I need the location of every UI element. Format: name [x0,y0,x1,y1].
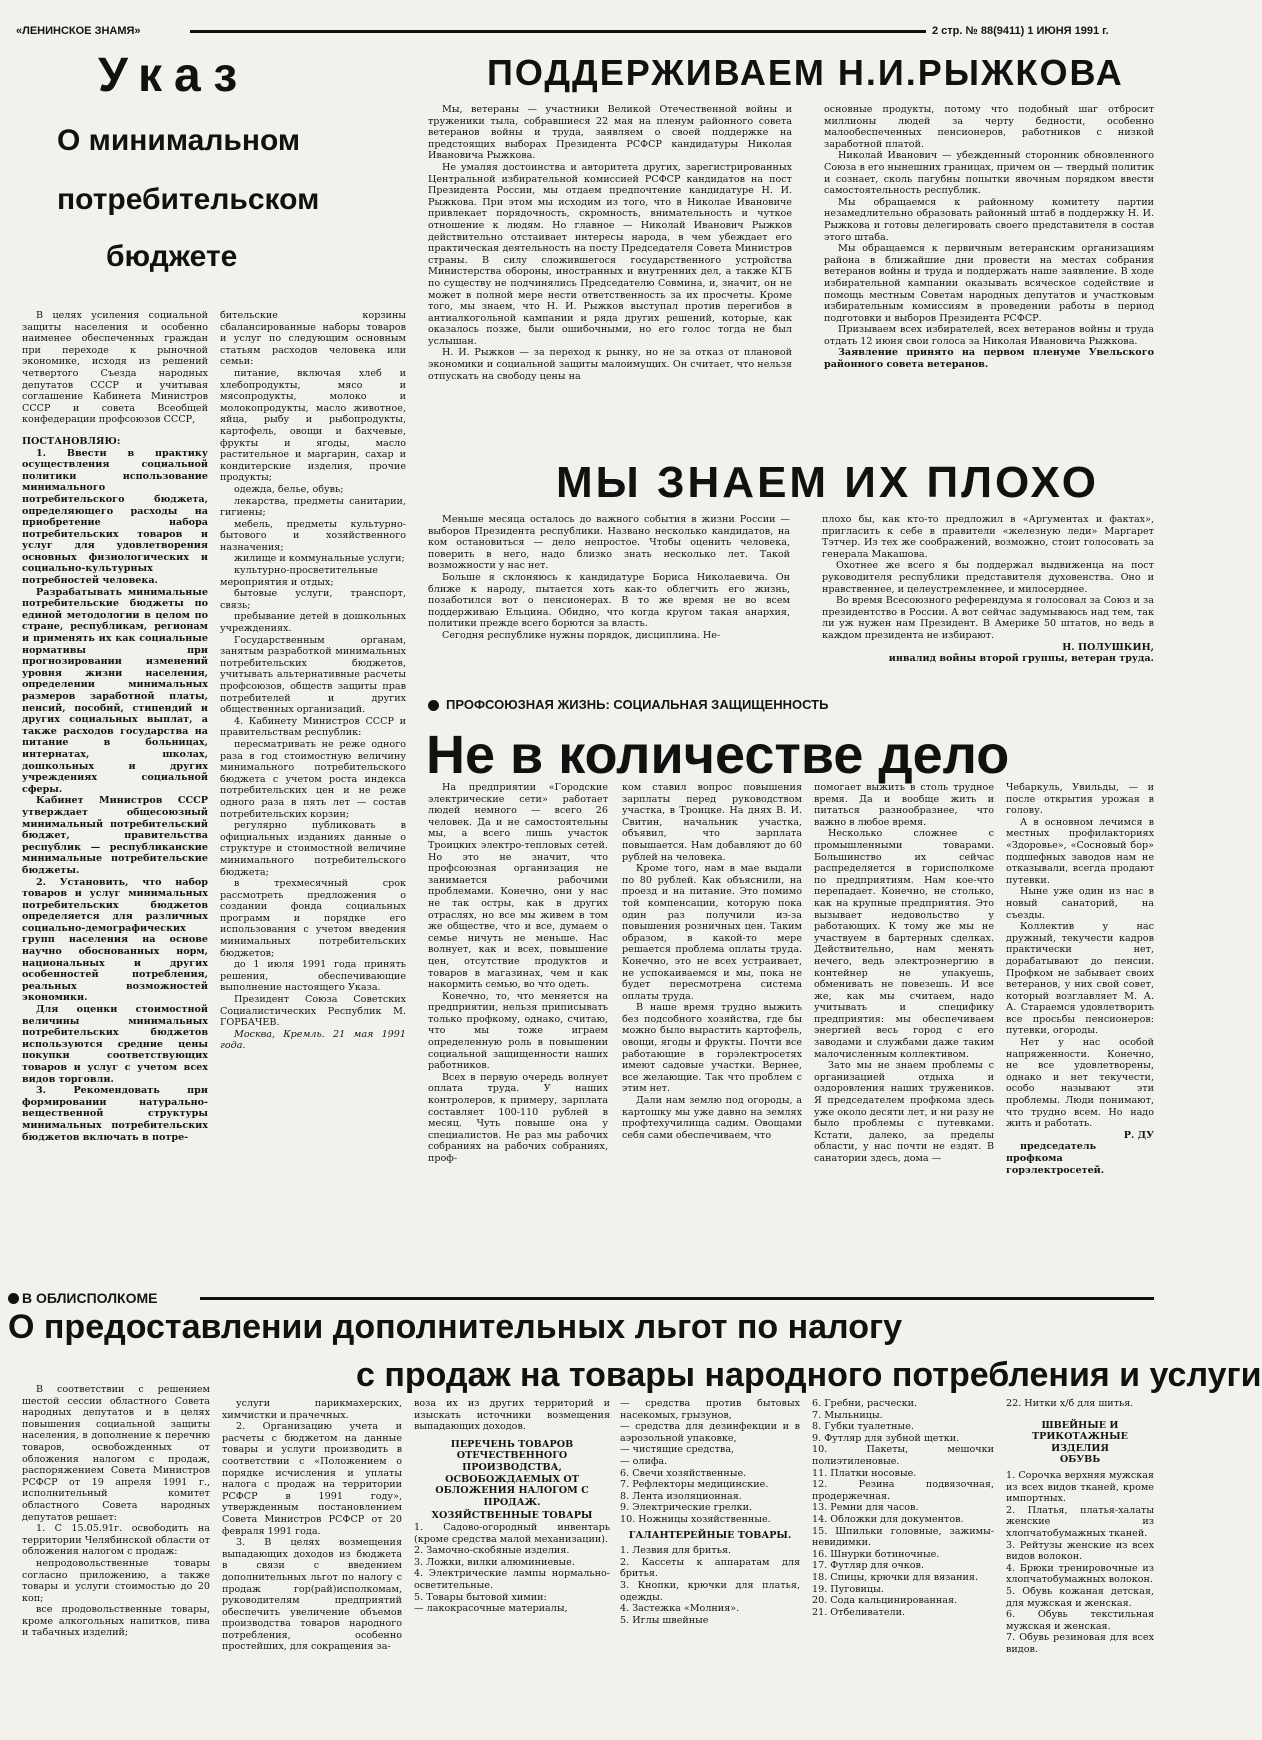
paragraph: жилище и коммунальные услуги; [234,553,405,565]
list-item: — олифа. [620,1455,668,1467]
list-item: — чистящие средства, [620,1444,735,1456]
list-item: 7. Обувь резиновая для всех видов. [1006,1632,1154,1655]
paragraph: Меньше месяца осталось до важного события в жизни России — выборов Президента республики. Названо несколько кандидатов, на ком остановиться — дело непростое. Чтобы оценить человека, поверить в него, надо близко знать несколько лет. Такой возможности у нас нет. [428,514,790,572]
paragraph: Мы обращаемся к первичным ветеранским организациям района в ближайшие дни провести на местах собрания ветеранов войны и труда и поддержать наше заявление. В ходе избирательной кампании оказывать всяческое содействие и помощь местным Советам народных депутатов и участковым избирательным комиссиям в проведении работы в период подготовки и выборов Президента РСФСР. [824,243,1154,324]
paragraph: плохо бы, как кто-то предложил в «Аргументах и фактах», пригласить к себе в правители «железную леди» Маргарет Тэтчер. Из тех же соображений, возможно, стоит голосовать за генерала Макашова. [822,514,1154,560]
paragraph: все продовольственные товары, кроме алкогольных напитков, пива и табачных изделий; [22,1604,210,1639]
paragraph: непродовольственные товары согласно приложению, а также товары и услуги стоимостью до 20 коп; [22,1557,210,1604]
profsoyuz-column-1 [428,782,608,1272]
list-item: 11. Платки носовые. [812,1467,917,1479]
paragraph: Нет у нас особой напряженности. Конечно, не все удовлетворены, однако и нет текучести, особо называют эти проблемы. Люди понимают, что трудно всем. Но надо жить и работать. [1006,1037,1154,1130]
paragraph: Несколько сложнее с промышленными товарами. Большинство их сейчас распределяется в горисполкоме по предприятиям. Нам кое-что перепадает. Конечно, не столько, как на крупные предприятия. Это вызывает недовольство у работающих. К тому же мы не участвуем в бартерных сделках. Действительно, нам менять нечего, ведь электроэнергию в контейнер не упакуешь, обменивать не повезешь. И все же, как мы считаем, надо учитывать и специфику предприятия: мы обеспечиваем энергией весь город с его заводами и службами даже таким малочисленным коллективом. [814,828,994,1060]
paragraph: пребывание детей в дошкольных учреждениях. [220,611,406,635]
oblispolkom-column-5 [812,1398,994,1734]
author-title: председатель профкома горэлектросетей. [1006,1141,1105,1176]
oblispolkom-rubric: В ОБЛИСПОЛКОМЕ [22,1290,158,1306]
oblispolkom-column-3 [414,1398,610,1734]
list-item: 5. Обувь кожаная детская, для мужская и женская. [1006,1585,1154,1609]
paragraph: услуги парикмахерских, химчистки и прачечных. [222,1398,402,1421]
paragraph: до 1 июля 1991 года принять решения, обеспечивающие выполнение настоящего Указа. [220,959,406,994]
paragraph: лекарства, предметы санитарии, гигиены; [220,495,406,519]
ukaz-title-line3: бюджете [106,240,238,273]
paragraph: Разрабатывать минимальные потребительские бюджеты по единой методологии в целом по стране, республикам, регионам и применять их как социальные нормативы при прогнозировании изменений уровня жизни населения, определении минимальных размеров заработной платы, пенсий, пособий, стипендий и других социальных выплат, а также расходов государства на питание в больницах, интернатах, школах, дошкольных и других учреждениях социальной сферы. [22,586,208,795]
paragraph: 2. Организацию учета и расчеты с бюджетом на данные товары и услуги производить в соответствии с «Положением о порядке исчисления и уплаты налога с продаж на территории РСФСР в 1991 году», утвержденным постановлением Совета Министров РСФСР от 20 февраля 1991 года. [222,1421,402,1537]
profsoyuz-column-2 [622,782,802,1272]
znaem-column-1 [428,514,790,696]
list-item: 9. Электрические грелки. [620,1502,753,1514]
paragraph: помогает выжить в столь трудное время. Да и вообще жить и питаться разнообразнее, что важно в любое время. [814,782,994,828]
list-item: 4. Брюки тренировочные из хлопчатобумажных волокон. [1006,1562,1154,1586]
ryzhkov-column-1 [428,104,792,458]
paragraph: Ныне уже один из нас в новый санаторий, на съезды. [1006,886,1154,921]
znaem-column-2 [822,514,1154,696]
list-item: — лакокрасочные материалы, [414,1603,568,1615]
ryzhkov-column-2 [824,104,1154,444]
list-item: 22. Нитки х/б для шитья. [1006,1398,1134,1409]
oblispolkom-column-6 [1006,1398,1154,1734]
paragraph: В наше время трудно выжить без подсобного хозяйства, где бы можно было вырастить картофель, овощи, ягоды и фрукты. Почти все работающие в горэлектросетях имеют садовые участки. Вернее, все желающие. Так что проблем с этим нет. [622,1002,802,1095]
paragraph: Чебаркуль, Увильды, — и после открытия урожая в голову. [1006,782,1154,817]
paragraph: Николай Иванович — убежденный сторонник обновленного Союза в его нынешних границах, причем он — твердый политик и сознает, сколь пагубны попытки явочным порядком ввести самостоятельность республик. [824,150,1154,197]
list-item: 6. Свечи хозяйственные. [620,1467,747,1479]
masthead-issue-info: 2 стр. № 88(9411) 1 ИЮНЯ 1991 г. [932,25,1109,37]
paragraph: Зато мы не знаем проблемы с организацией отдыха и оздоровления наших тружеников. Я председателем профкома здесь уже около десяти лет, и ни разу не было проблемы с путевками. Кстати, далеко, за пределы области, у нас почти не ездят. В санатории здесь, дома — [814,1060,994,1164]
paragraph: Призываем всех избирателей, всех ветеранов войны и труда отдать 12 июня свои голоса за Николая Ивановича Рыжкова. [824,324,1154,347]
list-item: 10. Ножницы хозяйственные. [620,1513,771,1525]
paragraph: Больше я склоняюсь к кандидатуре Бориса Николаевича. Он ближе к народу, пытается хоть как-то облегчить его жизнь, позаботился вот о пенсионерах. В то же время не во всем поддерживаю Ельцина. Обидно, что когда кругом такая анархия, политики прежде всего борются за власть. [428,571,790,630]
list-item: 2. Платья, платья-халаты женские из хлопчатобумажных тканей. [1006,1504,1154,1539]
paragraph: Конечно, то, что меняется на предприятии, нельзя приписывать только профкому, однако, считаю, что мы тоже играем определенную роль в повышении социальной защищенности наших работников. [428,990,608,1072]
paragraph: Государственным органам, занятым разработкой минимальных потребительских бюджетов, учитывать альтернативные расчеты профсоюзов, обществ защиты прав потребителей и других общественных организаций. [220,634,406,716]
paragraph: На предприятии «Городские электрические сети» работает людей немного — всего 26 человек. Да и не самостоятельны мы, а всего лишь участок Троицких электро-тепловых сетей. Но это не значит, что профсоюзная организация не занимается рабочими проблемами. Конечно, они у нас не так остры, как в других отраслях, но все мы живем в том же обществе, что и все, думаем о семье ничуть не меньше. Нас волнует, как и всех, повышение цен, отсутствие продуктов и товаров в магазинах, чем и как накормить семью, во что одеть. [428,782,608,991]
ukaz-column-1 [22,310,208,1278]
paragraph: Всех в первую очередь волнует оплата труда. У наших контролеров, к примеру, зарплата составляет 100-110 рублей в месяц. Чуть повыше она у специалистов. Не раз мы рабочих собраниях на рабочих собраниях, проф- [428,1071,608,1164]
list-subheading: ОБУВЬ [1059,1454,1101,1466]
paragraph: А в основном лечимся в местных профилакториях «Здоровье», «Сосновый бор» подшефных заводов нам не отказывали, всегда продают путевки. [1006,816,1154,886]
paragraph: Коллектив у нас дружный, текучести кадров практически нет, дорабатывают до пенсии. Профком не забывает своих ветеранов, у них свой совет, который возглавляет М. А. А. Стараемся удовлетворить все просьбы пенсионеров: путевки, огороды. [1006,921,1154,1037]
list-item: 18. Спицы, крючки для вязания. [812,1571,979,1583]
list-item: 5. Товары бытовой химии: [414,1591,547,1603]
paragraph: В соответствии с решением шестой сессии областного Совета народных депутатов и в целях повышения социальной защиты населения, в дополнение к перечню товаров, освобожденных от обложения налогом с продаж, распоряжением Совета Министров РСФСР от 19 апреля 1991 г., исполнительный комитет областного Совета народных депутатов решает: [22,1384,210,1523]
paragraph: 2. Установить, что набор товаров и услуг минимальных потребительских бюджетов определяется для различных социально-демографических групп населения на основе научно обоснованных норм, национальных и других особенностей потребления, реальных возможностей экономики. [22,876,208,1004]
rubric-bullet-icon [428,700,439,711]
list-item: 1. Сорочка верхняя мужская из всех видов тканей, кроме импортных. [1006,1469,1154,1505]
list-subheading: ШВЕЙНЫЕ И ТРИКОТАЖНЫЕ ИЗДЕЛИЯ [1032,1419,1128,1454]
list-item: 4. Электрические лампы нормально-осветительные. [414,1568,610,1591]
oblispolkom-column-2 [222,1398,402,1734]
profsoyuz-column-4 [1006,782,1154,1272]
list-item: 8. Губки туалетные. [812,1421,914,1433]
paragraph: Дали нам землю под огороды, а картошку мы уже давно на землях профтехучилища садим. Овощами себя сами обеспечиваем, что [622,1095,802,1141]
paragraph: культурно-просветительные мероприятия и отдых; [220,565,378,588]
list-item: 7. Рефлекторы медицинские. [620,1479,769,1491]
list-item: 2. Замочно-скобяные изделия. [414,1545,570,1557]
list-item: 2. Кассеты к аппаратам для бритья. [620,1556,800,1580]
list-item: 6. Гребни, расчески. [812,1398,918,1409]
list-item: 19. Пуговицы. [812,1583,884,1595]
paragraph: ком ставил вопрос повышения зарплаты перед руководством участка, в Троицке. На днях В. И. Свитин, начальник участка, объявил, что зарплата повышается. Нам добавляют до 60 рублей на человека. [622,782,802,863]
ukaz-column-2 [220,310,406,1278]
oblispolkom-column-4 [620,1398,800,1734]
paragraph: Кабинет Министров СССР утверждает общесоюзный минимальный потребительский бюджет, правительства республик — республиканские минимальные потребительские бюджеты. [22,795,208,876]
list-item: 15. Шпильки головные, зажимы-невидимки. [812,1525,994,1549]
rubric-bullet-icon [8,1293,19,1304]
author-title: инвалид войны второй группы, ветеран труда. [888,653,1154,665]
paragraph: 4. Кабинету Министров СССР и правительствам республик: [220,715,406,739]
list-item: 6. Обувь текстильная мужская и женская. [1006,1609,1154,1632]
list-item: 16. Шнурки ботиночные. [812,1548,940,1560]
list-item: — средства для дезинфекции и в аэрозольной упаковке, [620,1421,800,1444]
list-item: 3. Кнопки, крючки для платья, одежды. [620,1579,800,1603]
paragraph: в трехмесячный срок рассмотреть предложения о создании фонда социальных программ и порядке его использования с учетом введения минимальных потребительских бюджетов; [220,878,406,959]
list-item: 21. Отбеливатели. [812,1606,906,1618]
author-name: Н. ПОЛУШКИН, [1062,641,1154,653]
paragraph: бительские корзины сбалансированные наборы товаров и услуг по следующим основным статьям расходов человека или семьи: [220,310,406,368]
paragraph: Мы, ветераны — участники Великой Отечественной войны и труженики тыла, собравшиеся 22 мая на пленум районного совета ветеранов войны и труда, заявляем о своей поддержке на предстоящих выборах Президента РСФСР кандидатуры Николая Ивановича Рыжкова. [428,104,792,162]
author-name: Р. ДУ [1123,1129,1154,1141]
paragraph: мебель, предметы культурно-бытового и хозяйственного назначения; [220,518,406,553]
paragraph: 3. В целях возмещения выпадающих доходов из бюджета в связи с введением дополнительных льгот по налогу с продаж гор(рай)исполкомам, руководителям предприятий обеспечить увеличение объемов производства товаров народного потребления, особенно простейших, для сокращения за- [222,1537,402,1653]
paragraph: ПОСТАНОВЛЯЮ: [22,435,121,447]
ryzhkov-headline: ПОДДЕРЖИВАЕМ Н.И.РЫЖКОВА [487,52,1124,93]
list-item: 3. Ложки, вилки алюминиевые. [414,1556,575,1568]
paragraph: основные продукты, потому что подобный шаг отбросит миллионы людей за черту бедности, особенно малообеспеченных пенсионеров, работников с низкой заработной платой. [824,104,1154,150]
profsoyuz-headline: Не в количестве дело [426,725,1010,785]
masthead-newspaper-name: «ЛЕНИНСКОЕ ЗНАМЯ» [16,25,141,37]
list-item: 8. Лента изоляционная. [620,1490,742,1502]
ukaz-title-line2: потребительском [57,183,320,216]
list-subheading: ГАЛАНТЕРЕЙНЫЕ ТОВАРЫ. [628,1529,792,1541]
profsoyuz-column-3 [814,782,994,1272]
oblispolkom-headline-line2: с продаж на товары народного потребления и услуги [356,1356,1262,1394]
list-item: — средства против бытовых насекомых, грызунов, [620,1398,800,1421]
list-item: 20. Сода кальцинированная. [812,1595,958,1607]
paragraph: Во время Всесоюзного референдума я голосовал за Союз и за президентство в России. А вот сейчас задумываюсь над тем, так ли уж нужен нам Президент. В Америке 50 штатов, но ведь в каждом президента не избирают. [822,595,1154,641]
list-item: 3. Рейтузы женские из всех видов волокон. [1006,1539,1154,1563]
paragraph: Охотнее же всего я бы поддержал выдвиженца на пост руководителя республики представителя духовенства. Оно и нравственнее, и целеустремленнее, и милосерднее. [822,560,1154,595]
paragraph: питание, включая хлеб и хлебопродукты, мясо и мясопродукты, молоко и молокопродукты, масло животное, яйца, рыбу и рыбопродукты, картофель, овощи и бахчевые, фрукты и ягоды, масло растительное и маргарин, сахар и кондитерские изделия, прочие продукты; [220,367,406,484]
oblispolkom-column-1 [22,1384,210,1734]
paragraph: бытовые услуги, транспорт, связь; [220,588,406,611]
list-item: 17. Футляр для очков. [812,1560,925,1572]
list-item: 1. Садово-огородный инвентарь (кроме средства малой механизации). [414,1521,610,1545]
list-item: 9. Футляр для зубной щетки. [812,1432,960,1444]
paragraph: 1. С 15.05.91г. освободить на территории Челябинской области от обложения налогом с продаж: [22,1523,210,1558]
oblispolkom-rule [200,1297,1154,1300]
oblispolkom-headline-line1: О предоставлении дополнительных льгот по налогу [8,1308,903,1346]
ukaz-title-line1: О минимальном [57,124,301,157]
masthead-rule [190,30,926,33]
list-heading: ПЕРЕЧЕНЬ ТОВАРОВ ОТЕЧЕСТВЕННОГО ПРОИЗВОДСТВА, ОСВОБОЖДАЕМЫХ ОТ ОБЛОЖЕНИЯ НАЛОГОМ С ПРОДАЖ. [435,1438,589,1508]
list-subheading: ХОЗЯЙСТВЕННЫЕ ТОВАРЫ [431,1510,593,1522]
list-item: 4. Застежка «Молния». [620,1603,740,1615]
paragraph: В целях усиления социальной защиты населения и особенно наименее обеспеченных граждан при переходе к рыночной экономике, исходя из решений четвертого Съезда народных депутатов СССР и учитывая соглашение Кабинета Министров СССР и совета Всеобщей конфедерации профсоюзов СССР, [22,310,208,426]
paragraph: Н. И. Рыжков — за переход к рынку, но не за отказ от плановой экономики и социальной защиты малоимущих. Он считает, что нельзя отпускать на свободу цены на [428,347,792,382]
list-item: 14. Обложки для документов. [812,1513,964,1525]
list-item: 7. Мыльницы. [812,1409,883,1421]
list-item: 5. Иглы швейные [620,1614,709,1626]
list-item: 1. Лезвия для бритья. [620,1545,732,1557]
paragraph: одежда, белье, обувь; [234,483,344,495]
paragraph: Кроме того, нам в мае выдали по 80 рублей. Как объяснили, на проезд и на питание. Это помимо той компенсации, которую пока один раз получили из-за повышения розничных цен. Таким образом, в какой-то мере решается проблема оплаты труда. Конечно, это не всех устраивает, не успокаиваемся и мы, пока не будет пересмотрена система оплаты труда. [622,863,802,1002]
list-item: 13. Ремни для часов. [812,1502,919,1514]
list-item: 10. Пакеты, мешочки полиэтиленовые. [812,1444,994,1467]
paragraph: Мы обращаемся к районному комитету партии незамедлительно образовать районный штаб в поддержку Н. И. Рыжкова и готовы делегировать своего представителя в состав этого штаба. [824,196,1154,243]
ukaz-word: Указ [98,49,250,102]
paragraph: Не умаляя достоинства и авторитета других, зарегистрированных Центральной избирательной комиссией РСФСР кандидатов на пост Президента России, мы отдаем предпочтение кандидатуре Н. И. Рыжкова. При этом мы исходим из того, что в Николае Ивановиче привлекает порядочность, скромность, внимательность и чуткое отношение к людям. Но главное — Николай Иванович Рыжков действительно отстаивает интересы народа, в чем убеждает его практическая деятельность на посту Председателя Совета Министров страны. В силу сложившегося государственного устройства Министерства обороны, иностранных и внутренних дел, а также КГБ по существу не подчинялись Председателю Совмина, и, значит, он не может в полной мере нести ответственность за их просчеты. Кроме того, мы знаем, что Н. И. Рыжков выступал против перегибов в антиалкогольной кампании и ряда других решений, которые, как оказалось позже, были ошибочными, но его голос тогда не был услышан. [428,161,792,347]
paragraph: Для оценки стоимостной величины минимальных потребительских бюджетов используются средние цены покупки соответствующих товаров и услуг с учетом всех видов торговли. [22,1004,208,1085]
paragraph: Заявление принято на первом пленуме Увельского районного совета ветеранов. [824,347,1154,371]
paragraph: регулярно публиковать в официальных изданиях данные о структуре и стоимостной величине минимального потребительского бюджета; [220,820,406,878]
paragraph: 3. Рекомендовать при формировании натурально-вещественной структуры минимальных потребительских бюджетов включать в потре- [22,1085,208,1143]
signature: Президент Союза Советских Социалистических Республик М. ГОРБАЧЕВ. [220,994,406,1029]
znaem-headline: МЫ ЗНАЕМ ИХ ПЛОХО [556,458,1099,507]
date-line: Москва, Кремль. 21 мая 1991 года. [220,1028,406,1052]
paragraph: пересматривать не реже одного раза в год стоимостную величину минимального потребительского бюджета с учетом роста индекса потребительских цен и не реже одного раза в пять лет — состав потребительских корзин; [220,738,406,820]
paragraph: Сегодня республике нужны порядок, дисциплина. Не- [442,629,721,641]
paragraph: 1. Ввести в практику осуществления социальной политики использование минимального потребительского бюджета, определяющего расходы на приобретение набора потребительских товаров и услуг для удовлетворения основных физиологических и социально-культурных потребностей человека. [22,447,208,587]
paragraph: воза их из других территорий и изыскать источники возмещения выпадающих доходов. [414,1398,610,1433]
list-item: 12. Резина подвязочная, продержечная. [812,1479,994,1502]
profsoyuz-rubric: ПРОФСОЮЗНАЯ ЖИЗНЬ: СОЦИАЛЬНАЯ ЗАЩИЩЕННОСТЬ [446,697,829,712]
